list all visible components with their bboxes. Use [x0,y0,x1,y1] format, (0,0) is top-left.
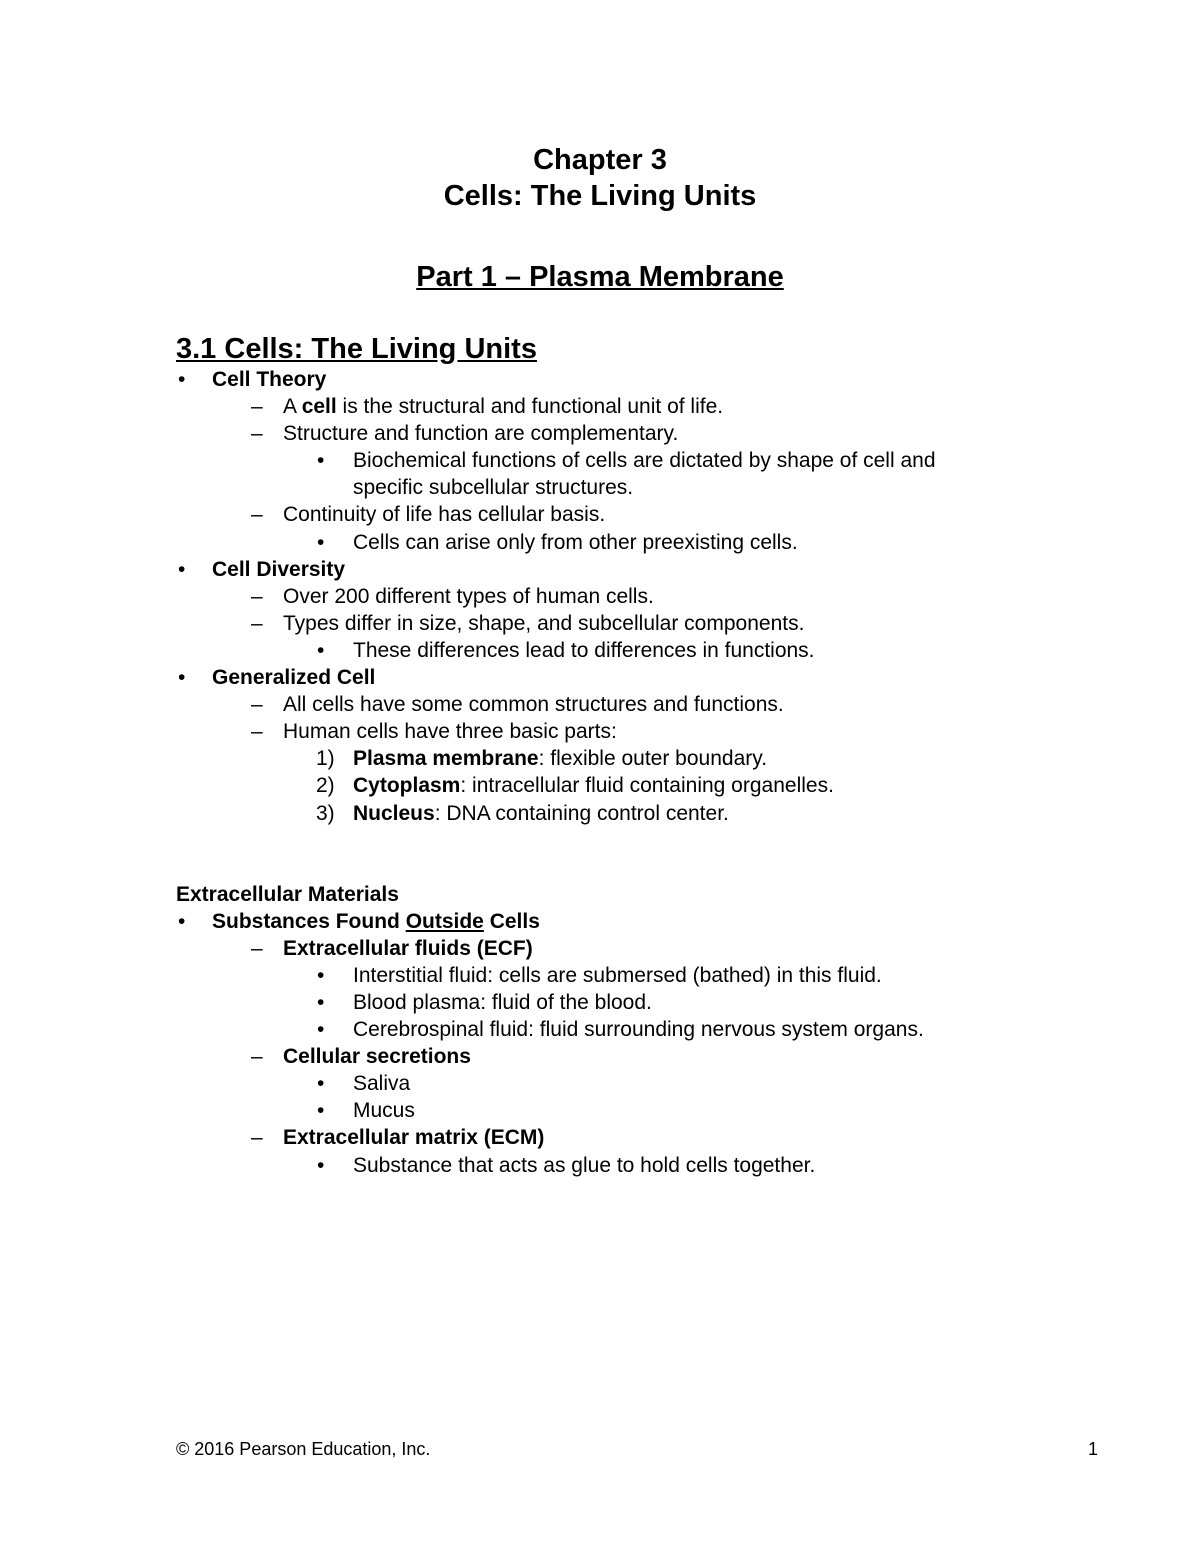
list-item: – All cells have some common structures and functions. [251,693,784,717]
list-item: – Cellular secretions [251,1045,471,1069]
dash-marker: – [251,1126,263,1150]
list-item: – Structure and function are complementary. [251,422,679,446]
bullet-marker: • [317,1153,325,1177]
bullet-marker: • [317,1099,325,1123]
number-marker: 3) [316,801,335,825]
dash-marker: – [251,720,263,744]
list-item: – A cell is the structural and functional unit of life. [251,395,724,419]
bullet-marker: • [178,666,186,690]
list-item: – Extracellular matrix (ECM) [251,1126,545,1150]
chapter-number: Chapter 3 [533,144,667,176]
list-item: – Human cells have three basic parts: [251,720,617,744]
list-item: • Saliva [317,1072,411,1096]
list-item [176,664,1076,691]
list-item: • Cerebrospinal fluid: fluid surrounding nervous system organs. [317,1018,924,1042]
dash-marker: – [251,1045,263,1069]
dash-marker: – [251,395,263,419]
list-item: • Biochemical functions of cells are dictated by shape of cell and [317,449,936,473]
bullet-marker: • [178,909,186,933]
dash-marker: – [251,693,263,717]
section-heading: 3.1 Cells: The Living Units [176,333,537,365]
copyright-notice: © 2016 Pearson Education, Inc. [176,1439,431,1459]
bullet-marker: • [178,557,186,581]
list-item: • Interstitial fluid: cells are submersed (bathed) in this fluid. [317,963,882,987]
list-item: – Extracellular fluids (ECF) [251,936,533,960]
number-marker: 2) [316,774,335,798]
cell-diversity-heading: Cell Diversity [212,557,346,581]
number-marker: 1) [316,747,335,771]
generalized-cell-heading: Generalized Cell [212,666,376,690]
list-item: • These differences lead to differences in functions. [317,638,815,662]
list-item: • Blood plasma: fluid of the blood. [317,990,652,1014]
dash-marker: – [251,422,263,446]
bullet-marker: • [178,368,186,391]
cell-theory-heading: Cell Theory [212,368,327,391]
list-item: – Types differ in size, shape, and subcellular components. [251,611,805,635]
dash-marker: – [251,584,263,608]
dash-marker: – [251,611,263,635]
dash-marker: – [251,936,263,960]
bullet-marker: • [317,990,325,1014]
chapter-title: Cells: The Living Units [443,180,757,212]
list-item: • Mucus [317,1099,415,1123]
term-cell: cell [301,395,337,419]
list-item-continuation: specific subcellular structures. [353,476,634,500]
bullet-marker: • [317,963,325,987]
list-item: • Substances Found Outside Cells [178,909,540,933]
document-body [176,366,1076,1179]
subsection-heading: Extracellular Materials [176,882,399,906]
page-number: 1 [1087,1439,1098,1459]
bullet-marker: • [317,1018,325,1042]
list-item: • Cells can arise only from other preexisting cells. [317,530,798,554]
page-footer [176,1438,1098,1460]
list-item: • Substance that acts as glue to hold cells together. [317,1153,816,1177]
spacer [176,827,1076,881]
list-item [176,366,1076,393]
bullet-marker: • [317,638,325,662]
bullet-marker: • [317,449,325,473]
bullet-marker: • [317,530,325,554]
numbered-item: 3) Nucleus: DNA containing control center. [316,801,729,825]
numbered-item: 2) Cytoplasm: intracellular fluid containing organelles. [316,774,834,798]
bullet-marker: • [317,1072,325,1096]
part-heading: Part 1 – Plasma Membrane [416,261,784,293]
list-item: – Over 200 different types of human cells. [251,584,654,608]
numbered-item: 1) Plasma membrane: flexible outer boundary. [316,747,768,771]
list-item [176,556,1076,583]
dash-marker: – [251,503,263,527]
list-item: – Continuity of life has cellular basis. [251,503,606,527]
